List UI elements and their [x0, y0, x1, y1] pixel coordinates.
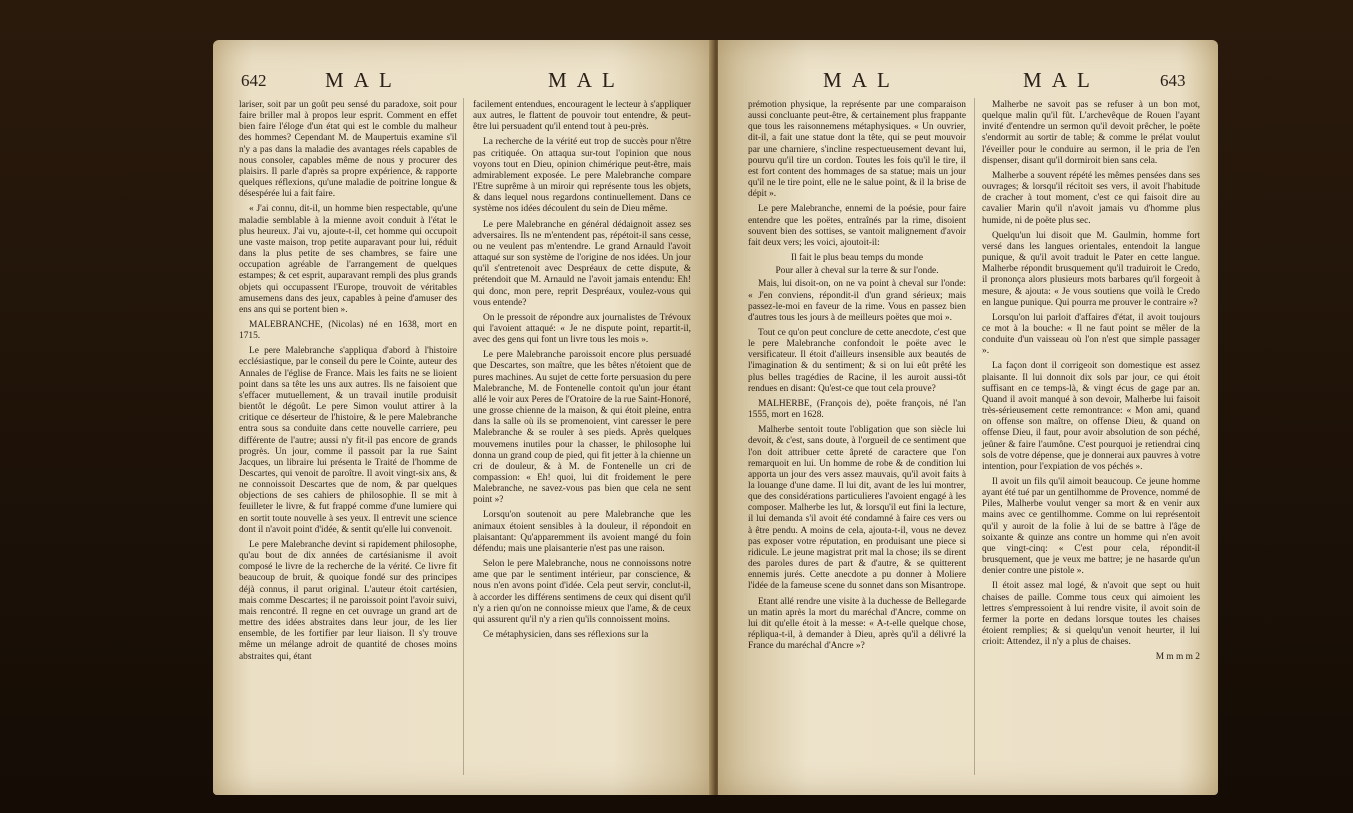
right-column-1: [748, 100, 966, 656]
left-page-header: [213, 68, 713, 94]
paragraph: « J'ai connu, dit-il, un homme bien respectable, qu'une maladie semblable à la mienne avoit conduit à l'état le plus heureux. J'ai vu, ajoute-t-il, cet homme qui occupoit une vaste maison, trop petite auparavant pour lui, réduit dans la plus petite de ses chambres, se faire une occupation agréable de l'arrangement de quelques estampes; & cet esprit, auparavant rempli des plus grands objets qui occupassent l'Europe, trouvoit de véritables amusemens dans des jeux, capables à peine d'amuser des ens ans qui se portent bien ».: [239, 204, 457, 315]
paragraph: Malherbe sentoit toute l'obligation que son siècle lui devoit, & c'est, sans doute, à l'orgueil de ce sentiment que l'on doit attribuer cette âpreté de caractere que l'on remarquoit en lui. Un homme de robe & de condition lui apporta un jour des vers assez mauvais, qu'il avoit faits à la louange d'une dame. Il lui dit, avant de les lui montrer, que des considérations particulieres l'avoient engagé à les composer. Malherbe les lut, & lorsqu'il eut fini la lecture, il lui demanda s'il avoit été condamné à faire ces vers ou à être pendu. A moins de cela, ajouta-t-il, vous ne devez pas exposer votre réputation, en produisant une piece si ridicule. Le jeune magistrat prit mal la chose; ils se dirent des paroles dures de part & d'autre, & se quitterent ennemis jurés. Cette anecdote a pu donner à Moliere l'idée de la fameuse scene du sonnet dans son Misantrope.: [748, 425, 966, 592]
left-header-word-2: M A L: [548, 68, 618, 92]
paragraph: Tout ce qu'on peut conclure de cette anecdote, c'est que le pere Malebranche confondoit le poëte avec le versificateur. Il étoit d'ailleurs insensible aux beautés de l'imagination & du sentiment; & si on lui eût prêté les plus belles tragédies de Racine, il les auroit aussi-tôt rendues en disant: Qu'est-ce que tout cela prouve?: [748, 327, 966, 394]
right-page-number: 643: [1160, 71, 1186, 90]
left-page-number: 642: [241, 71, 267, 90]
paragraph: On le pressoit de répondre aux journalistes de Trévoux qui l'avoient attaqué: « Je ne dispute point, repartit-il, avec des gens qui font un livre tous les mois ».: [473, 312, 691, 346]
paragraph: Quelqu'un lui disoit que M. Gaulmin, homme fort versé dans les langues orientales, entendoit la langue punique, & qu'il avoit traduit le Pater en cette langue. Malherbe répondit brusquement qu'il traduiroit le Credo, il prononça alors plusieurs mots barbares qu'il forgeoit à mesure, & ajouta: « Je vous soutiens que voilà le Credo en langue punique. Qui pourra me prouver le contraire »?: [982, 230, 1200, 308]
paragraph: prémotion physique, la représente par une comparaison aussi concluante peut-être, & certainement plus frappante que tous les raisonnemens métaphysiques. « Un ouvrier, dit-il, a fait une statue dont la tête, qui se peut mouvoir par une charniere, s'incline respectueusement devant lui, pourvu qu'il tire un cordon. Toutes les fois qu'il le tire, il est fort content des hommages de sa statue; mais un jour qu'il ne le tire point, elle ne le salue point, & il la brise de dépit ».: [748, 100, 966, 200]
entry-heading: MALHERBE, (François de), poëte françois, né l'an 1555, mort en 1628.: [748, 398, 966, 421]
paragraph: Malherbe ne savoit pas se refuser à un bon mot, quelque malin qu'il fût. L'archevêque de Rouen l'ayant invité d'entendre un sermon qu'il devoit prêcher, le poëte s'endormit au sortir de table; & comme le prélat voulut l'éveiller pour le conduire au sermon, il le pria de l'en dispenser, disant qu'il dormiroit bien sans cela.: [982, 100, 1200, 166]
paragraph: Selon le pere Malebranche, nous ne connoissons notre ame que par le sentiment intérieur, par conscience, & nous n'en avons point d'idée. Cela peut servir, conclut-il, à accorder les différens sentimens de ceux qui disent qu'il n'y a rien qu'on ne connoisse mieux que l'ame, & de ceux qui assurent qu'il n'y a rien qu'ils connoissent moins.: [473, 559, 691, 625]
left-column-1: [239, 100, 457, 667]
left-column-2: [473, 100, 691, 645]
right-page-header: [718, 68, 1218, 94]
paragraph: lariser, soit par un goût peu sensé du paradoxe, soit pour faire briller mal à propos leur esprit. Comment en effet bien faire l'éloge d'un état qui est le comble du malheur des hommes? Cependant M. de Maupertuis examine s'il n'y a pas dans la maladie des avantages réels capables de nous consoler, capables même de nous y procurer des plaisirs. Il parle d'après sa propre expérience, & rapporte quelques réflexions, qu'une maladie de poitrine longue & désespérée lui a fait faire.: [239, 100, 457, 200]
verse-line: Pour aller à cheval sur la terre & sur l'onde.: [775, 266, 939, 277]
verse-line: Il fait le plus beau temps du monde: [790, 253, 923, 264]
right-header-word-1: M A L: [823, 68, 893, 92]
paragraph: Lorsqu'on soutenoit au pere Malebranche que les animaux étoient sensibles à la douleur, il répondoit en plaisantant: Qu'apparemment ils avoient mangé du foin défendu; mais une plaisanterie n'est pas une raison.: [473, 510, 691, 554]
right-header-word-2: M A L: [1023, 68, 1093, 92]
paragraph: Il étoit assez mal logé, & n'avoit que sept ou huit chaises de paille. Comme tous ceux qui aimoient les lettres s'empressoient à lui rendre visite, il avoit soin de fermer la porte en dedans lorsque toutes les chaises étoient remplies; & si quelqu'un venoit heurter, il lui crioit: Attendez, il n'y a plus de chaises.: [982, 581, 1200, 648]
left-header-word-1: M A L: [325, 68, 395, 92]
paragraph: Le pere Malebranche paroissoit encore plus persuadé que Descartes, son maître, que les bêtes n'étoient que de pures machines. Au sujet de cette forte persuasion du pere Malebranche, M. de Fontenelle contoit qu'un jour étant allé le voir aux Peres de l'Oratoire de la rue Saint-Honoré, une grosse chienne de la maison, & qui étoit pleine, entra dans la salle où ils se promenoient, vint caresser le pere Malebranche & se rouler à ses pieds. Après quelques mouvemens inutiles pour la chasser, le philosophe lui donna un grand coup de pied, qui fit jetter à la chienne un cri de douleur, & à M. de Fontenelle un cri de compassion: « Eh! quoi, lui dit froidement le pere Malebranche, ne savez-vous pas bien que cela ne sent point »?: [473, 350, 691, 506]
signature-mark: M m m m 2: [1155, 652, 1200, 663]
paragraph: Ce métaphysicien, dans ses réflexions sur la: [483, 630, 649, 641]
left-page: [213, 40, 713, 795]
column-rule: [463, 98, 464, 775]
open-book: [213, 28, 1223, 808]
entry-heading: MALEBRANCHE, (Nicolas) né en 1638, mort en 1715.: [239, 319, 457, 342]
paragraph: La recherche de la vérité eut trop de succès pour n'être pas critiquée. On attaqua sur-tout l'opinion que nous voyons tout en Dieu, opinion chimérique peut-être, mais admirablement exposée. Le pere Malebranche compare l'Etre suprême à un miroir qui représente tous les objets, & dans lequel nous regardons continuellement. Dans ce système nos idées découlent du sein de Dieu même.: [473, 137, 691, 215]
paragraph: Malherbe a souvent répété les mêmes pensées dans ses ouvrages; & lorsqu'il récitoit ses vers, il avoit l'habitude de cracher à tout moment, c'est ce qui faisoit dire au cavalier Marin qu'il n'avoit jamais vu d'homme plus humide, ni de poëte plus sec.: [982, 170, 1200, 226]
paragraph: Le pere Malebranche, ennemi de la poésie, pour faire entendre que les poëtes, entraînés par la rime, disoient souvent bien des sottises, se vantoit malignement d'avoir fait deux vers; les voici, ajoutoit-il:: [748, 204, 966, 248]
paragraph: Le pere Malebranche s'appliqua d'abord à l'histoire ecclésiastique, par le conseil du pere le Cointe, auteur des Annales de l'église de France. Mais les faits ne se lioient point dans sa tête les uns aux autres. Ils ne faisoient que s'effacer mutuellement, & un travail inutile produisit bientôt le dégoût. Le pere Simon voulut attirer à la critique ce déserteur de l'histoire, & le pere Malebranche entra sous sa conduite dans cette nouvelle carriere, peu différente de l'autre; aussi n'y fit-il pas encore de grands progrès. Un jour, comme il passoit par la rue Saint Jacques, un libraire lui présenta le Traité de l'homme de Descartes, qui venoit de paroître. Il avoit vingt-six ans, & ne connoissoit Descartes que de nom, & par quelques objections de ses cahiers de philosophie. Il se mit à feuilleter le livre, & fut frappé comme d'une lumiere qui en sortit toute nouvelle à ses yeux. Il entrevit une science dont il n'avoit point d'idée, & sentit qu'elle lui convenoit.: [239, 346, 457, 535]
paragraph: Etant allé rendre une visite à la duchesse de Bellegarde un matin après la mort du maréchal d'Ancre, comme on lui dit qu'elle étoit à la messe: « A-t-elle quelque chose, répliqua-t-il, à demander à Dieu, après qu'il a délivré la France du maréchal d'Ancre »?: [748, 596, 966, 652]
paragraph: Lorsqu'on lui parloit d'affaires d'état, il avoit toujours ce mot à la bouche: « Il ne faut point se mêler de la conduite d'un vaisseau où l'on n'est que simple passager ».: [982, 312, 1200, 357]
paragraph: Le pere Malebranche devint si rapidement philosophe, qu'au bout de dix années de cartésianisme il avoit composé le livre de la recherche de la vérité. Ce livre fit beaucoup de bruit, & quoique fondé sur des principes déjà connus, il parut original. L'auteur étoit cartésien, mais comme Descartes; il ne paroissoit point l'avoir suivi, mais rencontré. Il regne en cet ouvrage un grand art de mettre des idées abstraites dans leur jour, de les lier ensemble, de les fortifier par leur liaison. Il s'y trouve même un mélange adroit de quantité de choses moins abstraites qui, étant: [239, 539, 457, 662]
right-page: [718, 40, 1218, 795]
right-column-2: [982, 100, 1200, 668]
paragraph: facilement entendues, encouragent le lecteur à s'appliquer aux autres, le flattent de pouvoir tout entendre, & peut-être lui persuadent qu'il entend tout à peu-près.: [473, 100, 691, 133]
paragraph: La façon dont il corrigeoit son domestique est assez plaisante. Il lui donnoit dix sols par jour, ce qui étoit suffisant en ce temps-là, & vingt écus de gage par an. Quand il avoit manqué à son devoir, Malherbe lui faisoit très-sérieusement cette remontrance: « Mon ami, quand on offense son maître, on offense Dieu, & quand on offense Dieu, il faut, pour avoir absolution de son péché, jeûner & faire l'aumône. C'est pourquoi je retiendrai cinq sols de votre dépense, que je donnerai aux pauvres à votre intention, pour l'expiation de vos péchés ».: [982, 361, 1200, 472]
paragraph: Il avoit un fils qu'il aimoit beaucoup. Ce jeune homme ayant été tué par un gentilhomme de Provence, nommé de Piles, Malherbe voulut venger sa mort & en venir aux mains avec ce gentilhomme. Comme on lui représentoit qu'il y auroit de la folie à lui de se battre à l'âge de soixante & quinze ans contre un homme qui n'en avoit que vingt-cinq: « C'est pour cela, répondit-il brusquement, que je veux me battre; je ne hasarde qu'un denier contre une pistole ».: [982, 477, 1200, 577]
paragraph: Le pere Malebranche en général dédaignoit assez ses adversaires. Ils ne m'entendent pas, répétoit-il sans cesse, ou ne veulent pas m'entendre. Le grand Arnauld l'avoit attaqué sur son système de l'origine de nos idées. Un jour qu'il s'entretenoit avec Despréaux de cette dispute, & prétendoit que M. Arnauld ne l'avoit jamais entendu: Eh! qui donc, mon pere, reprit Despréaux, voulez-vous qui vous entende?: [473, 219, 691, 308]
paragraph: Mais, lui disoit-on, on ne va point à cheval sur l'onde: « J'en conviens, répondit-il d'un grand sérieux; mais passez-le-moi en faveur de la rime. Vous en passez bien d'autres tous les jours à de meilleurs poëtes que moi ».: [748, 279, 966, 323]
column-rule: [974, 98, 975, 775]
